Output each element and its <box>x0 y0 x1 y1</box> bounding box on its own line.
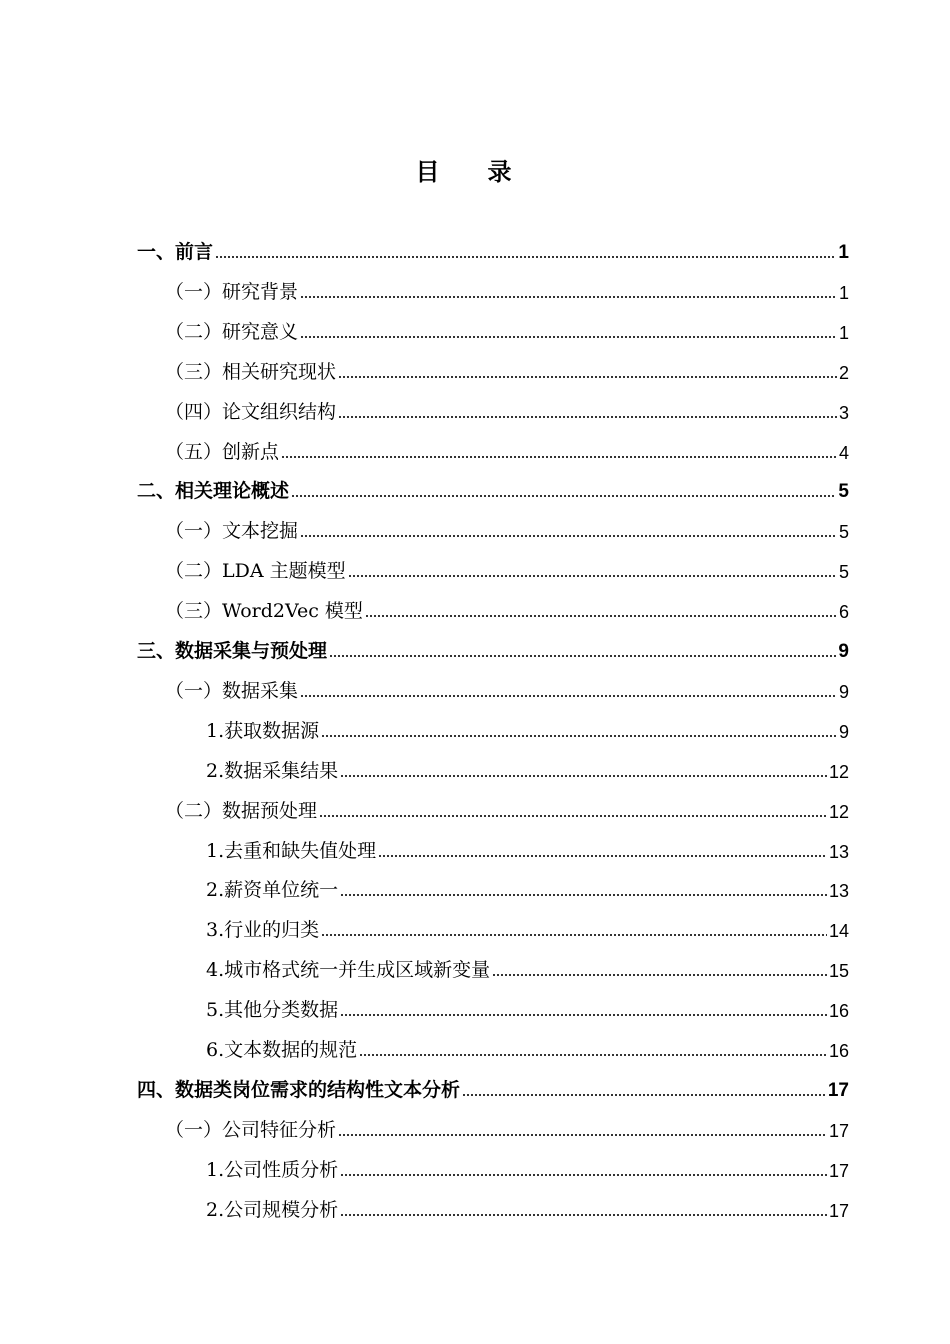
dot-leader <box>321 735 837 737</box>
toc-entry[interactable] <box>206 902 849 942</box>
dot-leader <box>340 775 827 777</box>
toc-entry-page-number: 9 <box>838 681 849 702</box>
toc-entry-page-number: 17 <box>828 1200 849 1221</box>
toc-entry-page-number: 17 <box>827 1079 849 1101</box>
toc-entry-label: 2.公司规模分析 <box>206 1198 339 1221</box>
dot-leader <box>338 1134 827 1136</box>
dot-leader <box>291 495 836 497</box>
toc-entry-label: （一）文本挖掘 <box>165 520 299 543</box>
toc-entry-label: 1.去重和缺失值处理 <box>206 839 377 862</box>
toc-title: 目录 <box>415 157 560 186</box>
toc-entry-label: 三、数据采集与预处理 <box>137 640 328 662</box>
toc-entry[interactable] <box>206 1142 849 1182</box>
toc-entry[interactable] <box>165 264 849 304</box>
toc-entry[interactable] <box>206 942 849 982</box>
dot-leader <box>378 855 827 857</box>
toc-entry-label: （一）研究背景 <box>165 280 299 303</box>
dot-leader <box>281 456 837 458</box>
dot-leader <box>300 296 837 298</box>
toc-entry-page-number: 5 <box>838 481 849 503</box>
toc-entry-label: 四、数据类岗位需求的结构性文本分析 <box>137 1078 461 1101</box>
dot-leader <box>319 815 827 817</box>
toc-entry-page-number: 13 <box>828 841 849 862</box>
toc-entry[interactable] <box>165 543 849 583</box>
toc-entry-page-number: 13 <box>828 881 849 902</box>
dot-leader <box>462 1094 826 1096</box>
toc-entry-label: （三）Word2Vec 模型 <box>165 600 363 623</box>
dot-leader <box>340 1014 827 1016</box>
toc-entry[interactable] <box>165 1102 849 1142</box>
toc-entry-label: （四）论文组织结构 <box>165 400 337 423</box>
toc-entry[interactable] <box>137 224 849 264</box>
dot-leader <box>340 894 827 896</box>
dot-leader <box>300 695 837 697</box>
toc-entry-label: 二、相关理论概述 <box>137 480 290 503</box>
toc-entry-page-number: 1 <box>838 282 849 303</box>
toc-entry-page-number: 9 <box>838 721 849 742</box>
toc-entry[interactable] <box>165 783 849 823</box>
toc-entry[interactable] <box>206 862 849 902</box>
toc-entry[interactable] <box>165 344 849 384</box>
toc-entry-page-number: 17 <box>828 1120 849 1141</box>
toc-entry-page-number: 2 <box>838 362 849 383</box>
toc-entry-label: 2.数据采集结果 <box>206 759 339 782</box>
toc-entry-label: （五）创新点 <box>165 440 280 463</box>
toc-entry-label: 6.文本数据的规范 <box>206 1039 358 1061</box>
toc-entry-page-number: 5 <box>838 522 849 543</box>
toc-entry-label: 2.薪资单位统一 <box>206 879 339 902</box>
dot-leader <box>340 1174 827 1176</box>
toc-entry[interactable] <box>165 583 849 623</box>
toc-entry[interactable] <box>165 304 849 344</box>
toc-entry[interactable] <box>165 384 849 424</box>
toc-entry-page-number: 9 <box>838 641 849 662</box>
dot-leader <box>365 615 837 617</box>
toc-entry-label: （二）研究意义 <box>165 320 299 343</box>
dot-leader <box>300 535 837 537</box>
toc-entry-page-number: 16 <box>828 1001 849 1022</box>
toc-entry[interactable] <box>137 1062 849 1102</box>
toc-entry-page-number: 6 <box>838 602 849 623</box>
toc-entry-page-number: 14 <box>828 921 849 942</box>
toc-entry-page-number: 5 <box>838 562 849 583</box>
toc-entry[interactable] <box>165 663 849 703</box>
dot-leader <box>300 336 837 338</box>
toc-entry-label: 5.其他分类数据 <box>206 999 339 1022</box>
toc-entry-label: （二）数据预处理 <box>165 799 318 822</box>
toc-entry-label: 一、前言 <box>137 241 214 263</box>
toc-entry-page-number: 15 <box>828 961 849 982</box>
toc-entry-label: 3.行业的归类 <box>206 919 320 942</box>
toc-entry[interactable] <box>137 623 849 663</box>
toc-entry[interactable] <box>165 503 849 543</box>
toc-entry[interactable] <box>206 1182 849 1222</box>
toc-entry-page-number: 16 <box>828 1041 849 1061</box>
toc-entry[interactable] <box>206 982 849 1022</box>
dot-leader <box>338 376 837 378</box>
dot-leader <box>359 1054 827 1056</box>
toc-entry-label: 1.获取数据源 <box>206 719 320 742</box>
toc-entry-page-number: 12 <box>828 801 849 822</box>
toc-entry-page-number: 17 <box>828 1160 849 1181</box>
toc-entry-label: （二）LDA 主题模型 <box>165 560 346 583</box>
toc-entry[interactable] <box>206 1022 849 1062</box>
toc-entry-label: （一）数据采集 <box>165 679 299 702</box>
toc-entry-label: 1.公司性质分析 <box>206 1158 339 1181</box>
toc-entry[interactable] <box>206 823 849 863</box>
toc-entry-label: 4.城市格式统一并生成区域新变量 <box>206 959 491 982</box>
toc-entry-label: （三）相关研究现状 <box>165 360 337 383</box>
toc-entry[interactable] <box>206 703 849 743</box>
dot-leader <box>321 934 827 936</box>
dot-leader <box>338 416 837 418</box>
toc-entry-label: （一）公司特征分析 <box>165 1118 337 1141</box>
toc-entry-page-number: 12 <box>828 761 849 782</box>
toc-entry-page-number: 3 <box>838 402 849 423</box>
dot-leader <box>340 1214 827 1216</box>
dot-leader <box>348 575 837 577</box>
dot-leader <box>492 974 827 976</box>
toc-entry-page-number: 1 <box>838 322 849 343</box>
toc-entry[interactable] <box>206 743 849 783</box>
toc-entry-page-number: 4 <box>838 442 849 463</box>
toc-entry[interactable] <box>137 463 849 503</box>
dot-leader <box>329 655 836 657</box>
toc-entry-page-number: 1 <box>838 242 849 263</box>
toc-entry[interactable] <box>165 424 849 464</box>
dot-leader <box>215 256 836 258</box>
